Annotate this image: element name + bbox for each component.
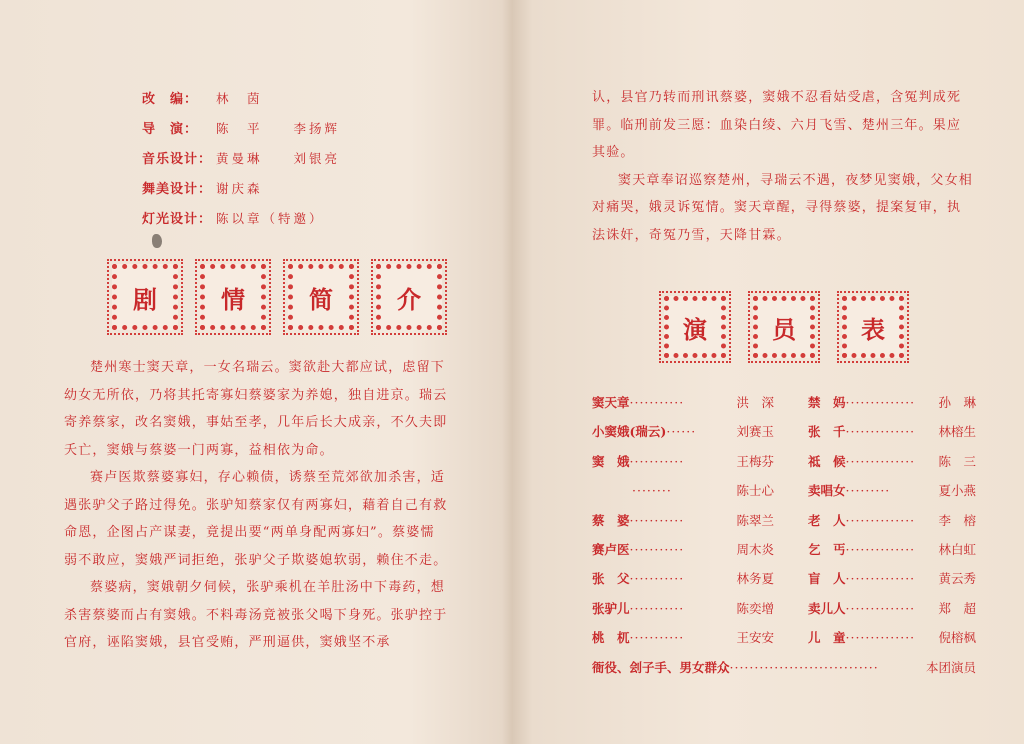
cast-actor: 周木炎 [736, 541, 774, 557]
dot-leader: ·············· [845, 630, 916, 646]
cast-actor: 孙 琳 [938, 395, 976, 410]
credit-role: 改 编： [142, 92, 199, 107]
cast-role: 张 父 [592, 571, 630, 587]
credit-names: 黄曼琳 刘银亮 [216, 151, 341, 166]
heading-char-box: 介 [376, 264, 442, 330]
credit-row [142, 84, 340, 114]
cast-row [592, 564, 992, 593]
cast-role: 张驴儿 [592, 600, 630, 616]
dot-leader: ·············· [845, 541, 916, 557]
cast-actor: 郑 超 [938, 600, 976, 616]
dot-leader: ··········· [629, 395, 685, 410]
credit-row [142, 144, 340, 174]
cast-role: 蔡 婆 [592, 512, 630, 528]
cast-role: 赛卢医 [592, 541, 630, 557]
left-page [0, 0, 505, 744]
cast-entry [592, 623, 774, 652]
cast-row [592, 653, 992, 682]
cast-row [592, 447, 992, 476]
credit-row [142, 174, 340, 204]
cast-actor: 黄云秀 [938, 571, 976, 587]
dot-leader: ·············· [845, 395, 916, 410]
cast-actor: 陈翠兰 [736, 512, 774, 528]
cast-role: 小窦娥(瑞云) [592, 424, 667, 440]
heading-char-box: 演 [664, 296, 726, 358]
credit-role: 导 演： [142, 122, 199, 137]
cast-role: 衙役、刽子手、男女群众 [592, 659, 730, 675]
dot-leader: ·············· [845, 600, 916, 616]
synopsis-text [64, 354, 448, 657]
right-page [512, 0, 1024, 744]
cast-actor: 李 榕 [938, 512, 976, 528]
cast-entry [592, 447, 774, 476]
dot-leader: ··········· [629, 512, 685, 528]
cast-heading [664, 296, 931, 358]
synopsis-paragraph: 窦天章奉诏巡察楚州，寻瑞云不遇，夜梦见窦娥，父女相对痛哭，娥灵诉冤情。窦天章醒，寻得蔡婆，提案复审，执法诛奸，奇冤乃雪，天降甘霖。 [592, 172, 974, 243]
cast-entry [808, 506, 976, 535]
cast-entry [808, 447, 976, 476]
cast-actor: 王安安 [736, 630, 774, 646]
cast-actor: 林白虹 [938, 541, 976, 557]
credit-role: 灯光设计： [142, 212, 213, 227]
dot-leader: ·············· [845, 424, 916, 440]
ink-stain [152, 234, 162, 248]
cast-row [592, 506, 992, 535]
heading-char-box: 情 [200, 264, 266, 330]
dot-leader: ··········· [629, 541, 685, 557]
dot-leader: ··········· [629, 600, 685, 616]
cast-actor: 刘赛玉 [736, 424, 774, 440]
credit-names: 谢庆森 [216, 181, 263, 196]
cast-entry [808, 535, 976, 564]
cast-role: 桃 杌 [592, 630, 630, 646]
cast-role: 盲 人 [808, 571, 846, 587]
cast-entry [592, 535, 774, 564]
cast-actor: 林务夏 [736, 571, 774, 587]
credit-names: 陈以章（特邀） [216, 211, 325, 226]
cast-role: 窦天章 [592, 395, 630, 410]
dot-leader: ········· [845, 483, 891, 499]
synopsis-heading [112, 264, 464, 330]
credit-row [142, 204, 340, 234]
cast-entry [808, 476, 976, 505]
credit-names: 陈 平 李扬辉 [216, 121, 341, 136]
credits-list [142, 84, 340, 234]
cast-row [592, 535, 992, 564]
cast-row [592, 476, 992, 505]
cast-actor: 本团演员 [925, 659, 976, 675]
cast-entry [592, 417, 774, 446]
dot-leader: ··········· [629, 571, 685, 587]
cast-entry [592, 594, 774, 623]
cast-list [592, 388, 992, 682]
cast-actor: 陈奕增 [736, 600, 774, 616]
heading-char-box: 表 [842, 296, 904, 358]
cast-actor: 夏小燕 [938, 483, 976, 499]
cast-role: 儿 童 [808, 630, 846, 646]
cast-role: 乞 丐 [808, 541, 846, 557]
synopsis-paragraph: 赛卢医欺蔡婆寡妇，存心赖债，诱蔡至荒郊欲加杀害，适遇张驴父子路过得免。张驴知蔡家仅有两寡妇，藉着自己有救命恩，企图占产谋妻，竟提出要“两单身配两寡妇”。蔡婆懦弱不敢应，窦娥严词拒绝，张驴父子欺婆媳软弱，赖住不走。 [64, 470, 448, 568]
cast-role: 张 千 [808, 424, 846, 440]
credit-row [142, 114, 340, 144]
heading-char-box: 剧 [112, 264, 178, 330]
cast-actor: 洪 深 [736, 395, 774, 410]
cast-actor: 林榕生 [938, 424, 976, 440]
cast-actor: 陈士心 [736, 483, 774, 499]
synopsis-paragraph: 认，县官乃转而刑讯蔡婆，窦娥不忍看姑受虐，含冤判成死罪。临刑前发三愿：血染白绫、六月飞雪、楚州三年。果应其验。 [592, 90, 962, 160]
cast-row [592, 417, 992, 446]
credit-role: 音乐设计： [142, 152, 213, 167]
cast-role: 卖儿人 [808, 600, 846, 616]
cast-entry [808, 623, 976, 652]
dot-leader: ······ [666, 424, 697, 440]
cast-role: 祗 候 [808, 453, 846, 469]
cast-actor: 陈 三 [938, 453, 976, 469]
dot-leader: ········ [632, 483, 672, 499]
dot-leader: ······························ [729, 659, 879, 675]
synopsis-continued [592, 84, 974, 249]
dot-leader: ··········· [629, 453, 685, 469]
cast-row [592, 388, 992, 417]
cast-role: 卖唱女 [808, 483, 846, 499]
cast-entry [592, 476, 774, 505]
cast-entry [808, 594, 976, 623]
cast-entry [808, 417, 976, 446]
cast-actor: 倪榕枫 [938, 630, 976, 646]
credit-role: 舞美设计： [142, 182, 213, 197]
dot-leader: ··········· [629, 630, 685, 646]
cast-role: 窦 娥 [592, 453, 630, 469]
cast-row [592, 594, 992, 623]
dot-leader: ·············· [845, 453, 916, 469]
synopsis-paragraph: 楚州寒士窦天章，一女名瑞云。窦欲赴大都应试，虑留下幼女无所依，乃将其托寄寡妇蔡婆家为养媳，独自进京。瑞云寄养蔡家，改名窦娥，事姑至孝，几年后长大成亲，不久夫即夭亡，窦娥与蔡婆一门两寡，益相依为命。 [64, 360, 448, 458]
synopsis-paragraph: 蔡婆病，窦娥朝夕伺候，张驴乘机在羊肚汤中下毒药，想杀害蔡婆而占有窦娥。不料毒汤竟被张父喝下身死。张驴控于官府，诬陷窦娥，县官受贿，严刑逼供，窦娥坚不承 [64, 580, 448, 650]
cast-role: 禁 妈 [808, 395, 846, 410]
cast-entry [808, 564, 976, 593]
heading-char-box: 员 [753, 296, 815, 358]
cast-entry [808, 388, 976, 417]
cast-entry [592, 564, 774, 593]
dot-leader: ·············· [845, 512, 916, 528]
cast-actor: 王梅芬 [736, 453, 774, 469]
cast-role: 老 人 [808, 512, 846, 528]
dot-leader: ·············· [845, 571, 916, 587]
cast-entry-footer [592, 653, 976, 682]
cast-row [592, 623, 992, 652]
credit-names: 林 茵 [216, 91, 263, 106]
cast-entry [592, 506, 774, 535]
cast-entry [592, 388, 774, 417]
heading-char-box: 简 [288, 264, 354, 330]
